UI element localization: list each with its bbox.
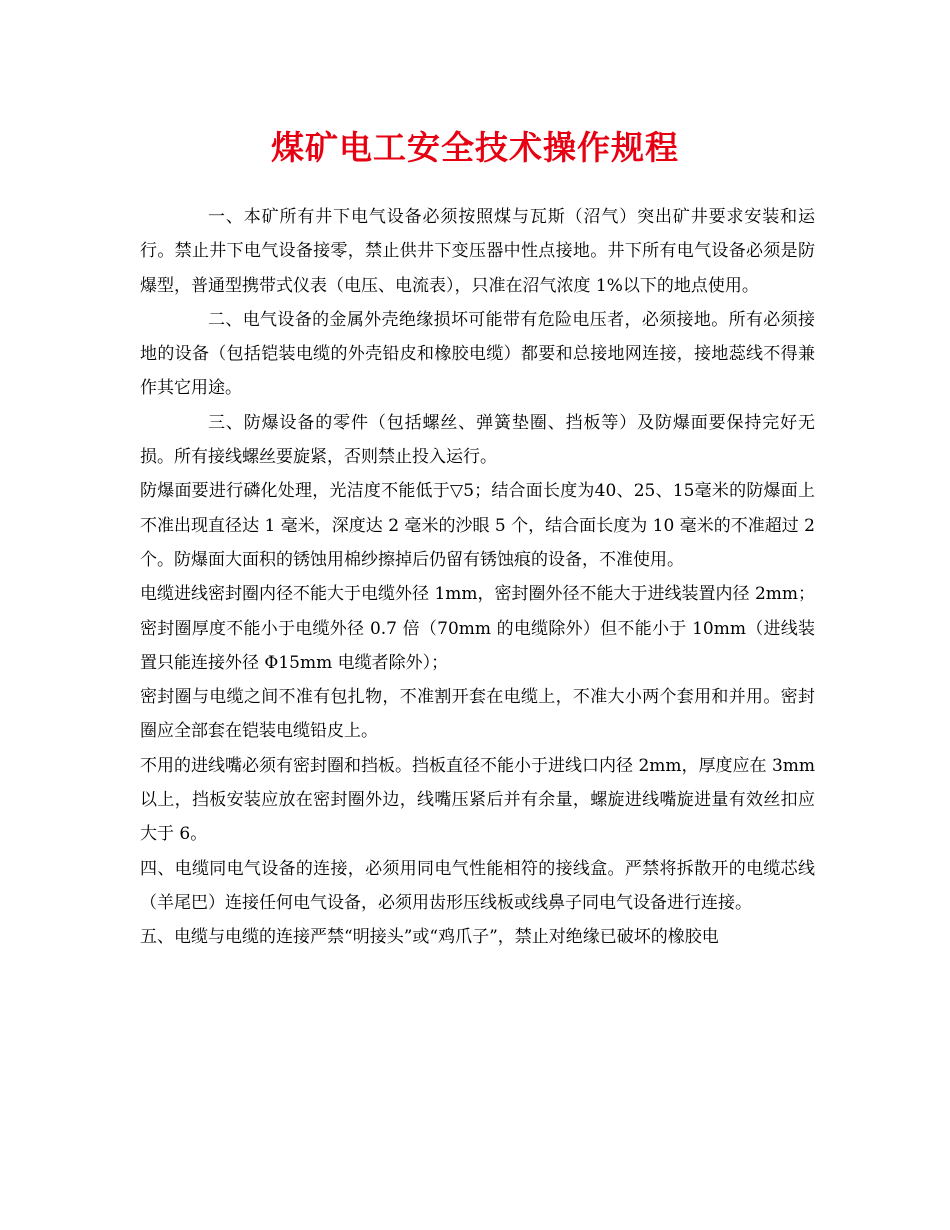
- paragraph-4: 防爆面要进行磷化处理，光洁度不能低于▽5；结合面长度为40、25、15毫米的防爆面上不准出现直径达 1 毫米，深度达 2 毫米的沙眼 5 个，结合面长度为 10 毫米的不准超过 2 个。防爆面大面积的锈蚀用棉纱擦掉后仍留有锈蚀痕的设备，不准使用。: [140, 481, 815, 570]
- paragraph-6: 密封圈与电缆之间不准有包扎物，不准割开套在电缆上，不准大小两个套用和并用。密封圈应全部套在铠装电缆铅皮上。: [140, 687, 815, 742]
- paragraph-7: 不用的进线嘴必须有密封圈和挡板。挡板直径不能小于进线口内径 2mm，厚度应在 3mm 以上，挡板安装应放在密封圈外边，线嘴压紧后并有余量，螺旋进线嘴旋进量有效丝扣应大于 6。: [140, 755, 815, 845]
- paragraph-5: 电缆进线密封圈内径不能大于电缆外径 1mm，密封圈外径不能大于进线装置内径 2mm；密封圈厚度不能小于电缆外径 0.7 倍（70mm 的电缆除外）但不能小于 10mm（进线装置只能连接外径 Φ15mm 电缆者除外）；: [140, 584, 815, 673]
- paragraph-9: 五、电缆与电缆的连接严禁“明接头”或“鸡爪子”，禁止对绝缘已破坏的橡胶电: [140, 927, 719, 948]
- paragraph-2: 二、电气设备的金属外壳绝缘损坏可能带有危险电压者，必须接地。所有必须接地的设备（包括铠装电缆的外壳铅皮和橡胶电缆）都要和总接地网连接，接地蕊线不得兼作其它用途。: [140, 309, 815, 399]
- document-title: 煤矿电工安全技术操作规程: [271, 128, 679, 167]
- paragraph-1: 一、本矿所有井下电气设备必须按照煤与瓦斯（沼气）突出矿井要求安装和运行。禁止井下电气设备接零，禁止供井下变压器中性点接地。井下所有电气设备必须是防爆型，普通型携带式仪表（电压、电流表），只准在沼气浓度 1%以下的地点使用。: [140, 207, 815, 296]
- paragraph-8: 四、电缆同电气设备的连接，必须用同电气性能相符的接线盒。严禁将拆散开的电缆芯线（羊尾巴）连接任何电气设备，必须用齿形压线板或线鼻子同电气设备进行连接。: [140, 858, 815, 913]
- document-body: [140, 200, 815, 955]
- paragraph-3: 三、防爆设备的零件（包括螺丝、弹簧垫圈、挡板等）及防爆面要保持完好无损。所有接线螺丝要旋紧，否则禁止投入运行。: [140, 412, 815, 468]
